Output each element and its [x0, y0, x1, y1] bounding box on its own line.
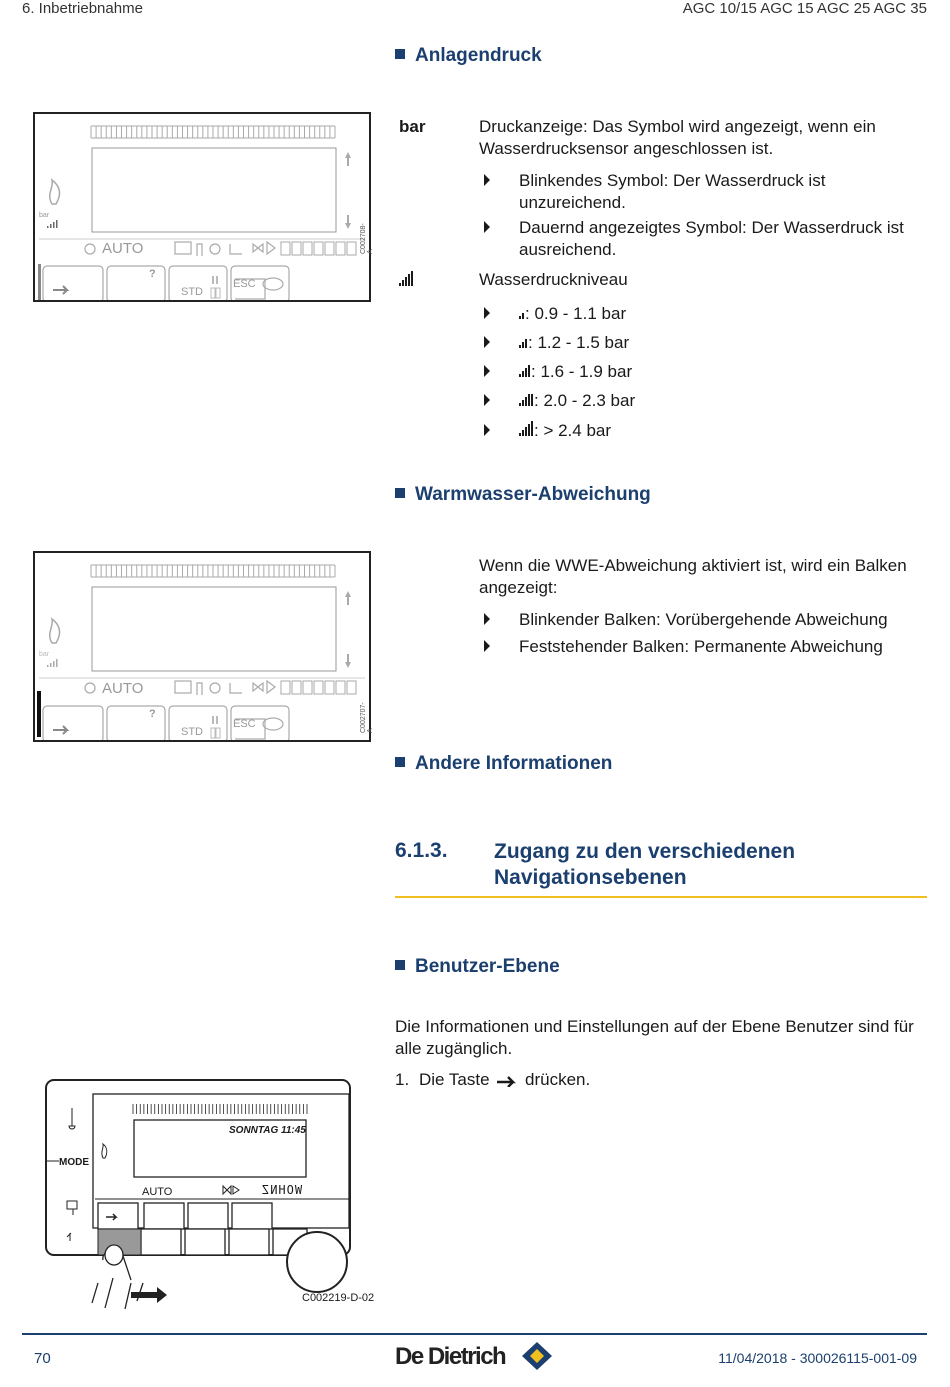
deviation-bar	[37, 691, 41, 737]
bullet-arrow-icon	[484, 365, 490, 377]
heading-text: Warmwasser-Abweichung	[415, 484, 651, 505]
segment-digit	[292, 681, 301, 694]
level-text: : 0.9 - 1.1 bar	[525, 304, 627, 323]
panel-display-svg	[35, 553, 369, 740]
signal-2-icon	[519, 332, 528, 354]
heading-bullet-icon	[395, 757, 405, 767]
display-std-label: STD	[181, 286, 203, 298]
mode-label: MODE	[59, 1157, 89, 1168]
step-number: 1.	[395, 1070, 410, 1089]
section-number: 6.1.3.	[395, 839, 448, 862]
segment-digit	[314, 242, 323, 255]
heading-text: Andere Informationen	[415, 753, 613, 774]
section-title	[494, 839, 795, 891]
display-bar-label: bar	[39, 212, 50, 219]
segment-digit	[314, 681, 323, 694]
brand-diamond-icon	[520, 1340, 554, 1372]
header-section: 6. Inbetriebnahme	[22, 0, 143, 17]
header-models: AGC 10/15 AGC 15 AGC 25 AGC 35	[682, 0, 927, 17]
step-text	[419, 1069, 590, 1091]
segment-digit	[303, 242, 312, 255]
control-panel-figure-1	[33, 112, 374, 302]
day-time-display: SONNTAG 11:45	[229, 1125, 306, 1136]
heading-text: Anlagendruck	[415, 45, 542, 66]
display-std-label: STD	[181, 726, 203, 738]
display-auto-label: AUTO	[102, 240, 144, 257]
heading-anlagendruck	[395, 45, 542, 67]
page-number: 70	[34, 1350, 51, 1367]
step-post: drücken.	[525, 1070, 591, 1089]
section-title-line-1: Zugang zu den verschiedenen	[494, 840, 796, 863]
level-text: : > 2.4 bar	[534, 421, 612, 440]
segment-digit	[336, 242, 345, 255]
bullet-arrow-icon	[484, 221, 490, 233]
level-text: : 2.0 - 2.3 bar	[534, 391, 636, 410]
heading-warmwasser	[395, 484, 651, 506]
figure-code-3: C002219-D-02	[302, 1292, 375, 1304]
segment-digit	[347, 242, 356, 255]
footer-rule	[22, 1333, 927, 1335]
level-text: : 1.6 - 1.9 bar	[531, 362, 633, 381]
section-rule	[395, 896, 927, 898]
segment-digit	[303, 681, 312, 694]
segment-digit	[325, 681, 334, 694]
arrow-right-key-icon	[496, 1075, 518, 1087]
control-panel-figure-3	[43, 1078, 353, 1318]
segment-digit	[336, 681, 345, 694]
segment-digit	[325, 242, 334, 255]
bullet-text: Feststehender Balken: Permanente Abweichung	[519, 637, 883, 656]
heading-bullet-icon	[395, 49, 405, 59]
signal-level-icon	[399, 271, 414, 291]
display-bar-label: bar	[39, 651, 50, 658]
figure-code-1: C002708-A	[360, 223, 374, 254]
segment-display: WOHNZ	[261, 1183, 303, 1197]
bullet-text: Blinkender Balken: Vorübergehende Abweichung	[519, 610, 888, 629]
bullet-arrow-icon	[484, 307, 490, 319]
panel-display-svg	[35, 114, 369, 300]
heading-andere	[395, 753, 612, 775]
segment-digit	[281, 681, 290, 694]
display-auto-label: AUTO	[142, 1186, 173, 1198]
section-title-line-2: Navigationsebenen	[494, 866, 687, 889]
signal-3-icon	[519, 361, 531, 383]
display-auto-label: AUTO	[102, 680, 144, 697]
step-pre: Die Taste	[419, 1070, 490, 1089]
bullet-text: Blinkendes Symbol: Der Wasserdruck ist unzureichend.	[519, 171, 826, 212]
bullet-arrow-icon	[484, 640, 490, 652]
display-question-label: ?	[149, 268, 156, 280]
bullet-arrow-icon	[484, 424, 490, 436]
panel-3-svg	[43, 1078, 353, 1318]
bullet-arrow-icon	[484, 336, 490, 348]
display-esc-label: ESC	[233, 718, 256, 730]
figure-code-2: C002707-A	[360, 702, 374, 733]
segment-digit	[292, 242, 301, 255]
brand-logo: De Dietrich	[395, 1343, 506, 1370]
wasserdruckniveau-label: Wasserdruckniveau	[479, 270, 628, 289]
segment-digit	[281, 242, 290, 255]
heading-text: Benutzer-Ebene	[415, 956, 560, 977]
display-question-label: ?	[149, 708, 156, 720]
druckanzeige-desc: Druckanzeige: Das Symbol wird angezeigt, wenn ein Wasserdrucksensor angeschlossen ist.	[479, 117, 876, 158]
wwe-desc: Wenn die WWE-Abweichung aktiviert ist, wird ein Balken angezeigt:	[479, 556, 907, 597]
bar-symbol-label: bar	[399, 117, 426, 136]
bullet-arrow-icon	[484, 174, 490, 186]
display-esc-label: ESC	[233, 278, 256, 290]
doc-reference: 11/04/2018 - 300026115-001-09	[718, 1350, 917, 1366]
heading-bullet-icon	[395, 488, 405, 498]
level-text: : 1.2 - 1.5 bar	[528, 333, 630, 352]
bullet-arrow-icon	[484, 613, 490, 625]
signal-5-icon	[519, 420, 534, 442]
signal-4-icon	[519, 390, 534, 412]
bullet-arrow-icon	[484, 394, 490, 406]
bullet-text: Dauernd angezeigtes Symbol: Der Wasserdruck ist ausreichend.	[519, 218, 904, 259]
control-panel-figure-2	[33, 551, 374, 742]
benutzer-desc: Die Informationen und Einstellungen auf der Ebene Benutzer sind für alle zugänglich.	[395, 1017, 914, 1058]
heading-bullet-icon	[395, 960, 405, 970]
segment-digit	[347, 681, 356, 694]
heading-benutzer	[395, 956, 560, 978]
